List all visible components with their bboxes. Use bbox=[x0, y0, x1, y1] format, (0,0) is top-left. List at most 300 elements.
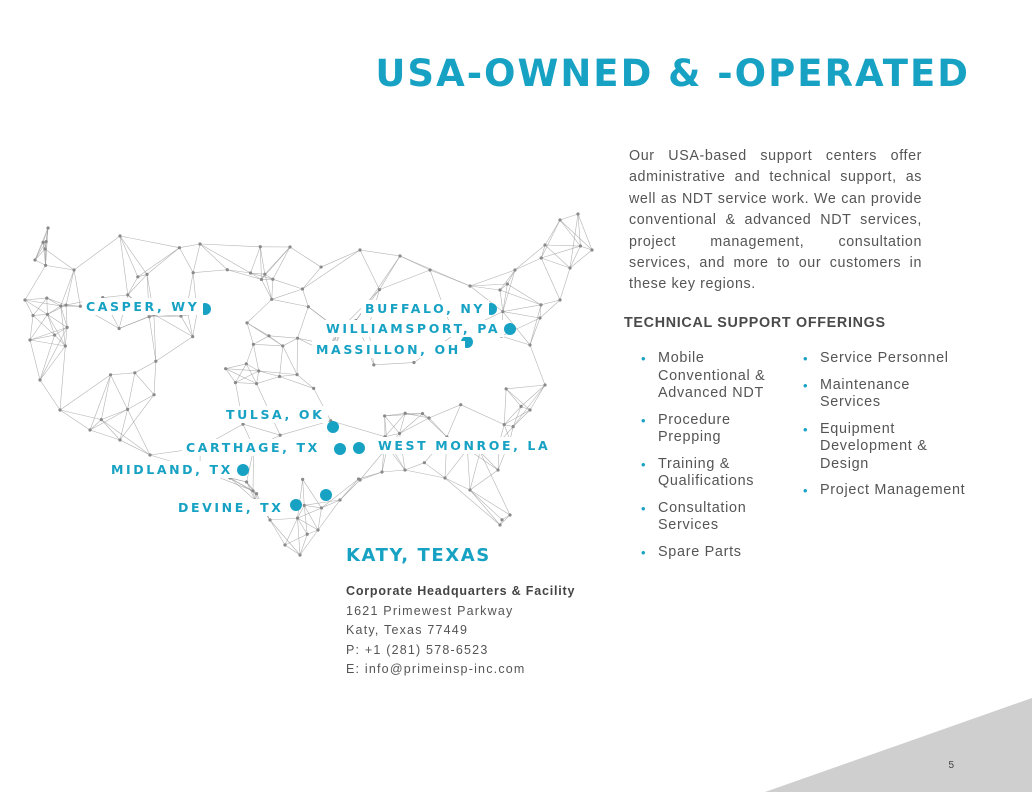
network-line bbox=[303, 479, 305, 505]
network-line bbox=[200, 244, 260, 247]
network-line bbox=[521, 385, 545, 406]
offering-item: • Service Personnel bbox=[800, 350, 975, 368]
network-node bbox=[398, 432, 401, 435]
network-line bbox=[298, 307, 309, 338]
network-node bbox=[136, 275, 139, 278]
network-node bbox=[579, 244, 582, 247]
network-node bbox=[268, 518, 271, 521]
hq-label: Corporate Headquarters & Facility bbox=[346, 584, 576, 598]
network-line bbox=[461, 405, 504, 425]
network-node bbox=[88, 428, 91, 431]
network-node bbox=[249, 271, 252, 274]
network-node bbox=[260, 278, 263, 281]
network-line bbox=[545, 220, 560, 245]
network-line bbox=[280, 346, 283, 377]
network-node bbox=[191, 335, 194, 338]
intro-paragraph: Our USA-based support centers offer administrative and technical support, as well as NDT service work. We can provide conventional & advanced NDT services, project management, consultation services, and more to our customers in these key regions. bbox=[629, 148, 922, 293]
network-node bbox=[33, 258, 36, 261]
network-line bbox=[101, 375, 110, 420]
network-node bbox=[263, 273, 266, 276]
city-marker-dot bbox=[327, 421, 339, 433]
network-line bbox=[445, 478, 470, 490]
network-line bbox=[25, 298, 47, 300]
network-node bbox=[224, 367, 227, 370]
network-node bbox=[468, 488, 471, 491]
network-line bbox=[530, 385, 545, 410]
network-line bbox=[235, 383, 256, 384]
network-node bbox=[270, 298, 273, 301]
network-node bbox=[423, 461, 426, 464]
network-line bbox=[35, 249, 45, 260]
network-node bbox=[500, 518, 503, 521]
network-line bbox=[47, 298, 48, 314]
network-node bbox=[59, 304, 62, 307]
network-node bbox=[501, 310, 504, 313]
network-node bbox=[41, 241, 44, 244]
network-line bbox=[47, 314, 67, 327]
network-line bbox=[470, 490, 502, 520]
city-marker-dot bbox=[504, 323, 516, 335]
network-node bbox=[513, 268, 516, 271]
network-line bbox=[226, 364, 247, 369]
network-line bbox=[445, 478, 500, 525]
network-node bbox=[421, 412, 424, 415]
city-marker-dot bbox=[237, 464, 249, 476]
network-line bbox=[135, 373, 154, 395]
network-node bbox=[58, 408, 61, 411]
network-node bbox=[398, 254, 401, 257]
city-label-massillon: MASSILLON, OH bbox=[312, 341, 465, 358]
network-node bbox=[72, 268, 75, 271]
network-line bbox=[259, 371, 297, 375]
network-line bbox=[253, 344, 258, 371]
network-line bbox=[147, 248, 179, 275]
network-node bbox=[53, 333, 56, 336]
network-line bbox=[285, 518, 298, 545]
city-marker-dot bbox=[320, 489, 332, 501]
network-node bbox=[283, 543, 286, 546]
network-line bbox=[272, 279, 273, 299]
city-label-devine: DEVINE, TX bbox=[174, 499, 288, 516]
network-node bbox=[303, 504, 306, 507]
network-node bbox=[295, 373, 298, 376]
network-line bbox=[379, 256, 400, 290]
network-node bbox=[118, 234, 121, 237]
network-line bbox=[247, 323, 283, 346]
network-node bbox=[126, 408, 129, 411]
network-line bbox=[128, 409, 150, 455]
network-line bbox=[270, 520, 300, 555]
network-line bbox=[47, 306, 60, 314]
network-line bbox=[111, 375, 128, 410]
network-node bbox=[512, 425, 515, 428]
hq-address-line-2: Katy, Texas 77449 bbox=[346, 623, 469, 638]
network-line bbox=[33, 314, 47, 315]
network-node bbox=[226, 268, 229, 271]
network-node bbox=[259, 245, 262, 248]
network-line bbox=[382, 470, 405, 472]
network-line bbox=[74, 236, 120, 270]
network-node bbox=[498, 288, 501, 291]
city-label-midland: MIDLAND, TX bbox=[107, 461, 237, 478]
network-line bbox=[280, 375, 297, 377]
offering-item: • Procedure Prepping bbox=[638, 412, 788, 447]
network-node bbox=[443, 476, 446, 479]
network-line bbox=[321, 250, 360, 267]
network-node bbox=[498, 523, 501, 526]
network-line bbox=[501, 336, 530, 345]
network-line bbox=[251, 247, 261, 273]
network-node bbox=[100, 418, 103, 421]
city-marker-dot bbox=[334, 443, 346, 455]
page-number: 5 bbox=[948, 760, 954, 771]
network-line bbox=[298, 479, 303, 518]
network-line bbox=[503, 305, 541, 312]
network-node bbox=[267, 334, 270, 337]
network-line bbox=[247, 299, 272, 323]
network-node bbox=[245, 480, 248, 483]
network-line bbox=[101, 409, 127, 419]
network-line bbox=[111, 373, 135, 375]
network-node bbox=[403, 468, 406, 471]
network-line bbox=[506, 389, 521, 407]
network-node bbox=[178, 246, 181, 249]
network-line bbox=[360, 250, 379, 290]
network-line bbox=[504, 406, 521, 424]
network-node bbox=[506, 282, 509, 285]
network-line bbox=[280, 376, 314, 388]
network-node bbox=[528, 408, 531, 411]
network-line bbox=[30, 340, 40, 380]
offering-item: • Equipment Development & Design bbox=[800, 421, 975, 474]
network-line bbox=[60, 410, 101, 420]
hq-address-block bbox=[346, 582, 575, 680]
network-line bbox=[90, 375, 111, 430]
network-line bbox=[40, 346, 65, 380]
network-line bbox=[513, 385, 545, 427]
city-label-williamsport: WILLIAMSPORT, PA bbox=[322, 320, 504, 337]
network-line bbox=[261, 279, 271, 299]
network-line bbox=[193, 244, 200, 273]
network-node bbox=[301, 478, 304, 481]
network-line bbox=[179, 244, 200, 248]
hq-city: KATY, TEXAS bbox=[346, 545, 491, 566]
network-line bbox=[246, 344, 253, 363]
network-node bbox=[428, 268, 431, 271]
network-node bbox=[257, 369, 260, 372]
network-node bbox=[251, 489, 254, 492]
network-line bbox=[270, 518, 298, 520]
network-line bbox=[541, 258, 560, 300]
network-node bbox=[358, 248, 361, 251]
network-line bbox=[253, 344, 282, 346]
network-line bbox=[541, 258, 570, 268]
offering-item: • Maintenance Services bbox=[800, 377, 975, 412]
network-line bbox=[500, 290, 503, 312]
network-line bbox=[40, 380, 60, 410]
network-node bbox=[539, 303, 542, 306]
city-marker-dot bbox=[353, 442, 365, 454]
network-node bbox=[412, 361, 415, 364]
network-node bbox=[271, 278, 274, 281]
network-node bbox=[46, 313, 49, 316]
network-line bbox=[385, 416, 400, 434]
network-line bbox=[120, 236, 179, 248]
network-line bbox=[179, 248, 193, 273]
network-line bbox=[302, 250, 360, 289]
network-line bbox=[290, 247, 321, 267]
network-line bbox=[35, 260, 46, 265]
network-line bbox=[193, 270, 227, 273]
network-line bbox=[298, 518, 300, 555]
network-line bbox=[545, 245, 570, 268]
network-node bbox=[245, 362, 248, 365]
network-line bbox=[135, 361, 156, 373]
city-label-carthage: CARTHAGE, TX bbox=[182, 439, 324, 456]
network-node bbox=[316, 528, 319, 531]
network-node bbox=[66, 326, 69, 329]
network-line bbox=[545, 245, 580, 246]
network-node bbox=[109, 373, 112, 376]
network-line bbox=[470, 452, 480, 490]
network-line bbox=[304, 500, 340, 505]
offerings-heading: TECHNICAL SUPPORT OFFERINGS bbox=[624, 315, 886, 331]
hq-email: E: info@primeinsp-inc.com bbox=[346, 662, 526, 677]
network-node bbox=[64, 303, 67, 306]
network-line bbox=[283, 346, 297, 375]
network-line bbox=[120, 395, 154, 440]
network-node bbox=[64, 344, 67, 347]
network-node bbox=[590, 248, 593, 251]
network-line bbox=[74, 270, 80, 306]
network-line bbox=[331, 421, 385, 437]
network-line bbox=[35, 242, 43, 260]
network-node bbox=[296, 337, 299, 340]
network-node bbox=[234, 381, 237, 384]
network-node bbox=[23, 298, 26, 301]
network-line bbox=[504, 389, 506, 425]
network-node bbox=[312, 387, 315, 390]
network-line bbox=[530, 305, 541, 345]
network-line bbox=[226, 369, 257, 384]
network-node bbox=[338, 498, 341, 501]
network-line bbox=[405, 470, 445, 478]
network-line bbox=[360, 250, 400, 256]
network-line bbox=[272, 289, 303, 299]
network-node bbox=[278, 375, 281, 378]
network-line bbox=[269, 336, 298, 338]
network-line bbox=[154, 314, 193, 336]
network-line bbox=[400, 418, 430, 433]
network-node bbox=[126, 293, 129, 296]
network-node bbox=[43, 247, 46, 250]
network-node bbox=[558, 218, 561, 221]
network-node bbox=[543, 383, 546, 386]
network-node bbox=[46, 226, 49, 229]
offering-item: • Project Management bbox=[800, 482, 975, 500]
network-line bbox=[45, 249, 74, 270]
network-node bbox=[288, 245, 291, 248]
network-node bbox=[31, 314, 34, 317]
network-node bbox=[252, 343, 255, 346]
network-line bbox=[101, 420, 150, 455]
city-label-casper: CASPER, WY bbox=[82, 298, 203, 315]
network-node bbox=[307, 305, 310, 308]
network-line bbox=[283, 338, 298, 346]
network-node bbox=[404, 412, 407, 415]
network-line bbox=[273, 279, 303, 289]
network-line bbox=[257, 376, 280, 383]
network-node bbox=[427, 416, 430, 419]
network-line bbox=[480, 452, 498, 470]
network-line bbox=[379, 270, 430, 290]
network-node bbox=[192, 271, 195, 274]
network-node bbox=[320, 506, 323, 509]
network-node bbox=[378, 288, 381, 291]
network-node bbox=[298, 553, 301, 556]
network-line bbox=[46, 265, 74, 270]
network-node bbox=[45, 296, 48, 299]
network-line bbox=[430, 270, 470, 286]
network-line bbox=[298, 508, 322, 518]
hq-phone: P: +1 (281) 578-6523 bbox=[346, 642, 489, 657]
network-line bbox=[47, 305, 66, 314]
network-node bbox=[357, 477, 360, 480]
hq-address-line-1: 1621 Primewest Parkway bbox=[346, 603, 514, 618]
network-line bbox=[128, 395, 154, 410]
offering-item: • Spare Parts bbox=[638, 544, 788, 562]
network-node bbox=[558, 298, 561, 301]
network-node bbox=[538, 316, 541, 319]
network-node bbox=[528, 343, 531, 346]
network-node bbox=[383, 414, 386, 417]
network-node bbox=[468, 284, 471, 287]
network-line bbox=[156, 337, 193, 362]
network-line bbox=[200, 244, 251, 273]
network-line bbox=[154, 361, 156, 394]
network-line bbox=[506, 385, 545, 389]
network-line bbox=[270, 520, 285, 545]
network-node bbox=[543, 243, 546, 246]
network-node bbox=[133, 371, 136, 374]
network-line bbox=[253, 336, 269, 345]
network-lines bbox=[25, 214, 592, 555]
network-line bbox=[506, 389, 530, 410]
network-line bbox=[560, 220, 580, 246]
network-node bbox=[519, 405, 522, 408]
network-line bbox=[200, 244, 227, 270]
network-node bbox=[148, 315, 151, 318]
network-node bbox=[154, 360, 157, 363]
network-node bbox=[459, 403, 462, 406]
network-line bbox=[243, 424, 280, 435]
network-line bbox=[60, 346, 65, 410]
network-line bbox=[90, 409, 128, 430]
page-title: USA-OWNED & -OPERATED bbox=[375, 52, 970, 95]
network-node bbox=[279, 434, 282, 437]
network-node bbox=[540, 256, 543, 259]
network-node bbox=[306, 533, 309, 536]
network-line bbox=[405, 463, 424, 470]
network-line bbox=[120, 440, 150, 455]
offering-item: • Mobile Conventional & Advanced NDT bbox=[638, 350, 788, 403]
network-line bbox=[467, 449, 470, 490]
network-line bbox=[423, 414, 447, 437]
network-line bbox=[25, 265, 46, 300]
network-line bbox=[297, 375, 314, 389]
network-node bbox=[245, 321, 248, 324]
network-node bbox=[152, 393, 155, 396]
network-node bbox=[148, 453, 151, 456]
network-node bbox=[145, 273, 148, 276]
network-line bbox=[374, 363, 414, 365]
network-line bbox=[570, 250, 592, 268]
network-node bbox=[496, 468, 499, 471]
city-label-west-monroe: WEST MONROE, LA bbox=[374, 437, 554, 454]
network-line bbox=[60, 375, 111, 410]
network-line bbox=[340, 479, 359, 500]
network-line bbox=[503, 270, 515, 312]
network-line bbox=[257, 371, 259, 384]
network-node bbox=[45, 240, 48, 243]
network-node bbox=[118, 438, 121, 441]
network-line bbox=[318, 508, 321, 530]
network-node bbox=[38, 378, 41, 381]
network-line bbox=[303, 479, 322, 508]
network-node bbox=[198, 242, 201, 245]
network-line bbox=[541, 220, 560, 258]
network-node bbox=[319, 265, 322, 268]
network-node bbox=[301, 287, 304, 290]
offering-item: • Training & Qualifications bbox=[638, 456, 788, 491]
network-line bbox=[60, 410, 90, 430]
network-node bbox=[118, 327, 121, 330]
city-label-tulsa: TULSA, OK bbox=[222, 406, 328, 423]
network-line bbox=[515, 258, 541, 270]
network-node bbox=[281, 344, 284, 347]
network-node bbox=[296, 517, 299, 520]
network-node bbox=[380, 470, 383, 473]
city-label-buffalo: BUFFALO, NY bbox=[361, 300, 489, 317]
network-node bbox=[568, 266, 571, 269]
network-line bbox=[272, 299, 309, 306]
network-line bbox=[503, 312, 540, 318]
network-node bbox=[28, 338, 31, 341]
network-line bbox=[128, 373, 135, 410]
network-line bbox=[530, 345, 545, 385]
network-node bbox=[255, 492, 258, 495]
network-line bbox=[513, 406, 521, 426]
network-node bbox=[255, 382, 258, 385]
city-marker-dot bbox=[290, 499, 302, 511]
offering-item: • Consultation Services bbox=[638, 500, 788, 535]
network-node bbox=[505, 387, 508, 390]
network-node bbox=[44, 264, 47, 267]
network-line bbox=[560, 268, 570, 300]
network-line bbox=[541, 246, 580, 258]
network-line bbox=[138, 248, 180, 277]
network-line bbox=[193, 314, 197, 337]
network-line bbox=[470, 490, 500, 525]
network-line bbox=[302, 289, 308, 307]
network-node bbox=[576, 212, 579, 215]
network-line bbox=[227, 270, 250, 273]
network-node bbox=[508, 513, 511, 516]
network-node bbox=[372, 363, 375, 366]
network-line bbox=[560, 214, 578, 220]
network-line bbox=[304, 505, 321, 508]
network-node bbox=[503, 423, 506, 426]
